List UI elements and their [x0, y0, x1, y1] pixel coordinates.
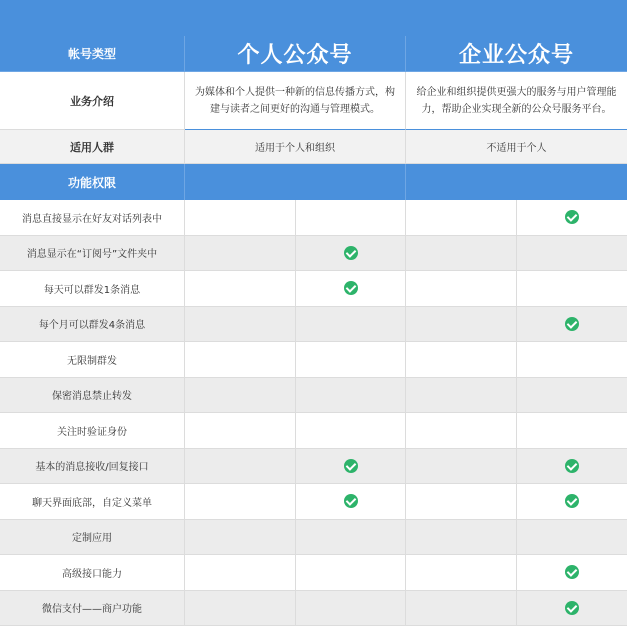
feature-cell-p2	[296, 520, 406, 556]
feature-cell-e2	[517, 484, 627, 520]
feature-cell-e2	[517, 591, 627, 626]
feature-cell-p1	[185, 591, 296, 626]
feature-cell-e2	[517, 342, 627, 378]
feature-cell-p1	[185, 307, 296, 343]
check-icon	[565, 459, 579, 473]
feature-cell-p1	[185, 413, 296, 449]
feature-label: 消息显示在“订阅号”文件夹中	[0, 236, 185, 272]
feature-cell-e1	[406, 520, 517, 556]
check-icon	[344, 246, 358, 260]
feature-cell-p2	[296, 413, 406, 449]
feature-cell-p2	[296, 591, 406, 626]
check-icon	[565, 565, 579, 579]
feature-cell-p2	[296, 555, 406, 591]
feature-cell-p2	[296, 449, 406, 485]
feature-cell-e2	[517, 236, 627, 272]
section-row	[0, 164, 627, 200]
feature-cell-e2	[517, 271, 627, 307]
feature-row	[0, 449, 627, 485]
intro-row	[0, 72, 627, 130]
feature-label: 每天可以群发1条消息	[0, 271, 185, 307]
feature-label: 定制应用	[0, 520, 185, 556]
feature-cell-p1	[185, 555, 296, 591]
feature-cell-p2	[296, 484, 406, 520]
feature-cell-e2	[517, 520, 627, 556]
feature-cell-p2	[296, 378, 406, 414]
feature-cell-e1	[406, 342, 517, 378]
feature-row	[0, 307, 627, 343]
feature-row	[0, 591, 627, 626]
feature-cell-p1	[185, 271, 296, 307]
account-type-label: 帐号类型	[0, 36, 185, 72]
feature-row	[0, 413, 627, 449]
feature-cell-p1	[185, 342, 296, 378]
enterprise-audience: 不适用于个人	[406, 130, 627, 164]
feature-label: 微信支付——商户功能	[0, 591, 185, 626]
top-banner	[0, 0, 627, 36]
feature-row	[0, 342, 627, 378]
feature-label: 保密消息禁止转发	[0, 378, 185, 414]
feature-cell-e2	[517, 413, 627, 449]
feature-cell-e1	[406, 484, 517, 520]
feature-cell-e1	[406, 378, 517, 414]
feature-row	[0, 378, 627, 414]
section-enterprise-band	[406, 164, 627, 200]
check-icon	[565, 601, 579, 615]
feature-label: 消息直接显示在好友对话列表中	[0, 200, 185, 236]
feature-cell-e2	[517, 307, 627, 343]
feature-cell-p1	[185, 484, 296, 520]
check-icon	[344, 281, 358, 295]
feature-cell-p2	[296, 342, 406, 378]
feature-row	[0, 200, 627, 236]
personal-account-title: 个人公众号	[185, 36, 406, 72]
feature-cell-e2	[517, 378, 627, 414]
feature-label: 关注时验证身份	[0, 413, 185, 449]
feature-cell-p1	[185, 236, 296, 272]
feature-row	[0, 555, 627, 591]
feature-row	[0, 484, 627, 520]
feature-row	[0, 520, 627, 556]
feature-cell-e1	[406, 413, 517, 449]
section-personal-band	[185, 164, 406, 200]
feature-label: 高级接口能力	[0, 555, 185, 591]
feature-cell-e1	[406, 200, 517, 236]
feature-cell-e1	[406, 236, 517, 272]
feature-label: 每个月可以群发4条消息	[0, 307, 185, 343]
feature-cell-e1	[406, 307, 517, 343]
feature-label: 聊天界面底部，自定义菜单	[0, 484, 185, 520]
check-icon	[344, 494, 358, 508]
feature-cell-p2	[296, 307, 406, 343]
feature-cell-p1	[185, 378, 296, 414]
intro-label: 业务介绍	[0, 72, 185, 130]
feature-permissions-label: 功能权限	[0, 164, 185, 200]
feature-cell-e1	[406, 555, 517, 591]
feature-row	[0, 271, 627, 307]
enterprise-intro: 给企业和组织提供更强大的服务与用户管理能力，帮助企业实现全新的公众号服务平台。	[406, 72, 627, 130]
feature-cell-e2	[517, 200, 627, 236]
personal-intro: 为媒体和个人提供一种新的信息传播方式，构建与读者之间更好的沟通与管理模式。	[185, 72, 406, 130]
feature-cell-e1	[406, 591, 517, 626]
check-icon	[565, 210, 579, 224]
check-icon	[565, 317, 579, 331]
feature-cell-e2	[517, 555, 627, 591]
audience-label: 适用人群	[0, 130, 185, 164]
feature-label: 无限制群发	[0, 342, 185, 378]
audience-row	[0, 130, 627, 164]
check-icon	[344, 459, 358, 473]
enterprise-account-title: 企业公众号	[406, 36, 627, 72]
feature-cell-e1	[406, 271, 517, 307]
feature-cell-p2	[296, 236, 406, 272]
feature-label: 基本的消息接收/回复接口	[0, 449, 185, 485]
header-row	[0, 36, 627, 72]
feature-cell-p2	[296, 200, 406, 236]
feature-cell-p2	[296, 271, 406, 307]
personal-audience: 适用于个人和组织	[185, 130, 406, 164]
feature-cell-p1	[185, 200, 296, 236]
feature-cell-p1	[185, 520, 296, 556]
feature-row	[0, 236, 627, 272]
feature-cell-p1	[185, 449, 296, 485]
feature-cell-e2	[517, 449, 627, 485]
feature-cell-e1	[406, 449, 517, 485]
check-icon	[565, 494, 579, 508]
